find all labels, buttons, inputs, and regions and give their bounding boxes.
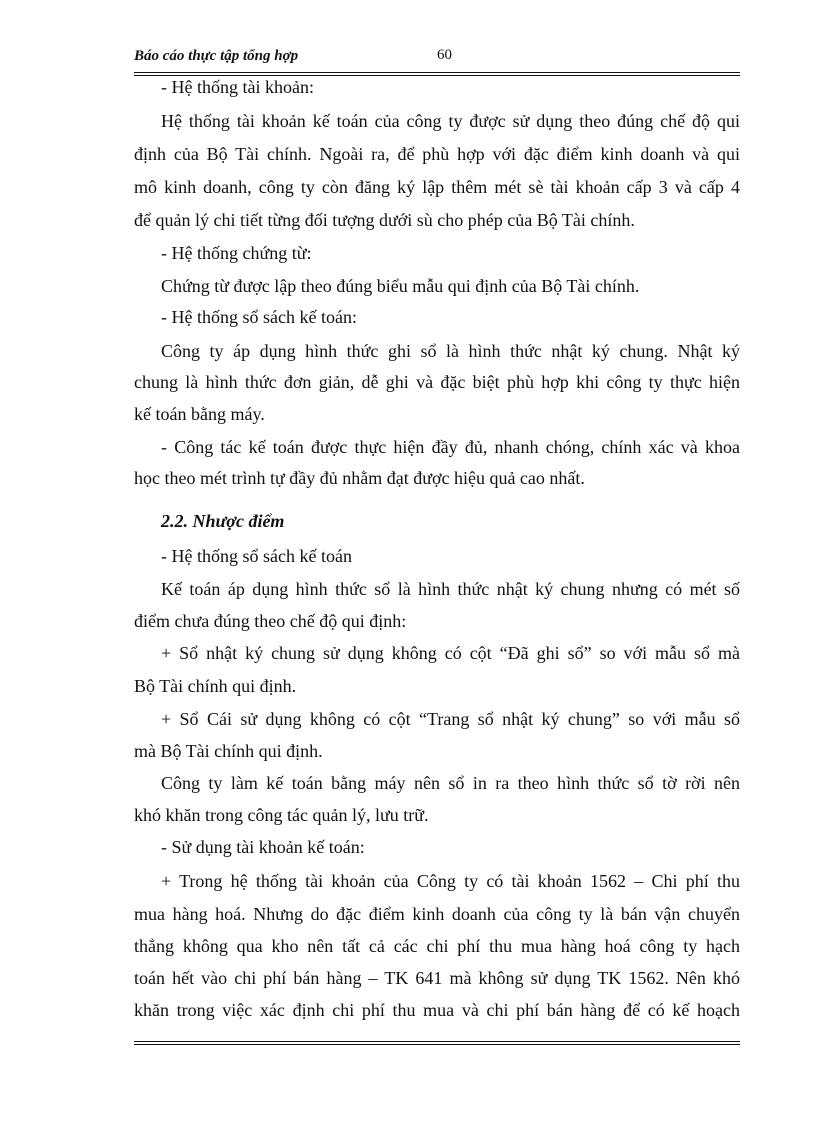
text-line: khăn trong việc xác định chi phí thu mua và chi phí bán hàng để có kế hoạch [134,1000,740,1020]
text-line: - Hệ thống tài khoản: [161,77,314,97]
text-line: + Sổ Cái sử dụng không có cột “Trang sổ nhật ký chung” so với mẫu sổ [161,709,740,729]
text-line: - Hệ thống sổ sách kế toán: [161,307,357,327]
header-title: Báo cáo thực tập tổng hợp [134,48,299,64]
text-line: Chứng từ được lập theo đúng biểu mẫu qui định của Bộ Tài chính. [161,276,640,296]
text-line: khó khăn trong công tác quản lý, lưu trữ. [134,805,429,825]
text-line: mà Bộ Tài chính qui định. [134,741,323,761]
text-line: Bộ Tài chính qui định. [134,676,297,696]
text-line: mua hàng hoá. Nhưng do đặc điểm kinh doanh của công ty là bán vận chuyển [134,904,740,924]
text-line: để quản lý chi tiết từng đối tượng dưới sù cho phép của Bộ Tài chính. [134,210,635,230]
text-line: - Hệ thống chứng từ: [161,243,312,263]
text-line: mô kinh doanh, công ty còn đăng ký lập thêm mét sè tài khoản cấp 3 và cấp 4 [134,177,740,197]
footer-rule-top [134,1041,740,1042]
text-line: Hệ thống tài khoản kế toán của công ty được sử dụng theo đúng chế độ qui [161,111,740,131]
footer-rule-bottom [134,1044,740,1045]
text-line: + Sổ nhật ký chung sử dụng không có cột “Đã ghi sổ” so với mẫu sổ mà [161,643,740,663]
text-line: thẳng không qua kho nên tất cả các chi phí thu mua hàng hoá công ty hạch [134,936,740,956]
text-line: Công ty áp dụng hình thức ghi sổ là hình thức nhật ký chung. Nhật ký [161,341,740,361]
header-rule-top [134,72,740,73]
section-heading: 2.2. Nhược điểm [161,511,285,531]
text-line: định của Bộ Tài chính. Ngoài ra, để phù hợp với đặc điểm kinh doanh và qui [134,144,740,164]
text-line: chung là hình thức đơn giản, dễ ghi và đặc biệt phù hợp khi công ty thực hiện [134,372,740,392]
text-line: - Sử dụng tài khoản kế toán: [161,837,365,857]
text-line: - Hệ thống sổ sách kế toán [161,546,352,566]
text-line: học theo mét trình tự đầy đủ nhằm đạt được hiệu quả cao nhất. [134,468,585,488]
page-number: 60 [437,47,452,63]
text-line: + Trong hệ thống tài khoản của Công ty có tài khoản 1562 – Chi phí thu [161,871,740,891]
text-line: Kế toán áp dụng hình thức sổ là hình thức nhật ký chung nhưng có mét số [161,579,740,599]
text-line: Công ty làm kế toán bằng máy nên sổ in ra theo hình thức sổ tờ rời nên [161,773,740,793]
text-line: kế toán bằng máy. [134,404,265,424]
text-line: - Công tác kế toán được thực hiện đầy đủ, nhanh chóng, chính xác và khoa [161,437,740,457]
text-line: toán hết vào chi phí bán hàng – TK 641 mà không sử dụng TK 1562. Nên khó [134,968,740,988]
text-line: điểm chưa đúng theo chế độ qui định: [134,611,407,631]
